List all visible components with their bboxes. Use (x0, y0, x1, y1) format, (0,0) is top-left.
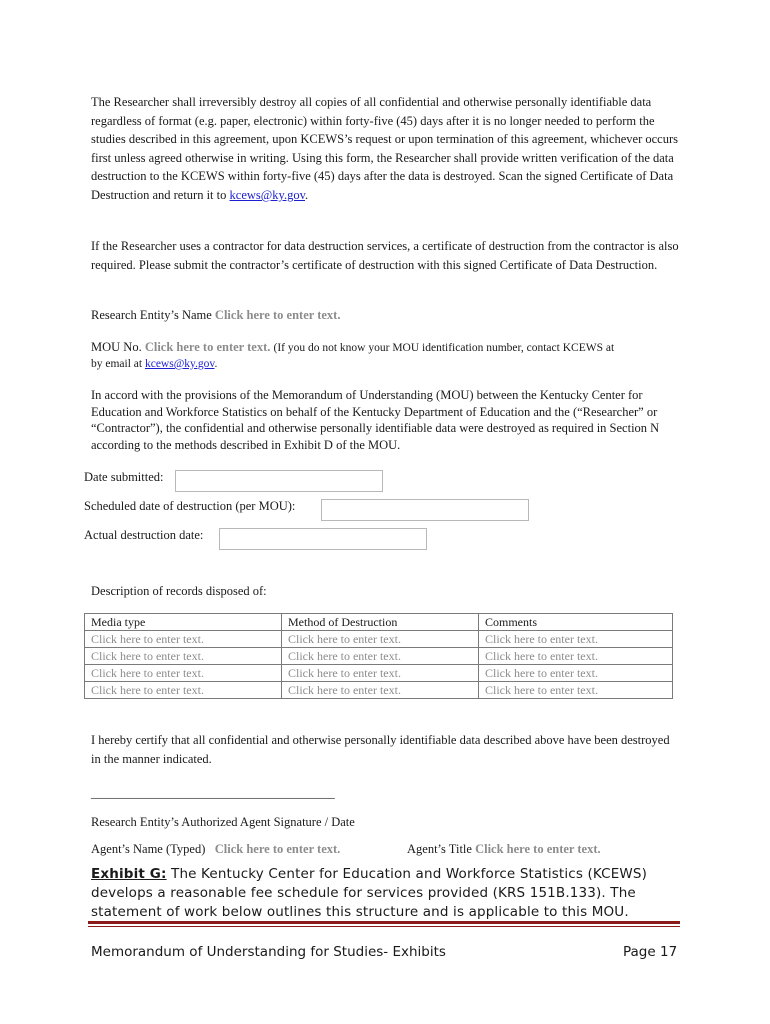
kcews-email-link-2[interactable]: kcews@ky.gov (144, 358, 215, 370)
records-heading: Description of records disposed of: (91, 584, 267, 598)
media-type-cell[interactable]: Click here to enter text. (85, 648, 282, 665)
media-type-cell[interactable]: Click here to enter text. (85, 682, 282, 699)
kcews-email-link[interactable]: kcews@ky.gov (229, 187, 306, 202)
footer-title: Memorandum of Understanding for Studies- Exhibits (91, 944, 446, 960)
method-cell[interactable]: Click here to enter text. (282, 648, 479, 665)
agent-title-input[interactable]: Click here to enter text. (475, 842, 601, 856)
comments-header: Comments (479, 614, 673, 631)
scheduled-destruction-label: Scheduled date of destruction (per MOU): (84, 499, 296, 513)
mou-number-input[interactable]: Click here to enter text. (144, 340, 271, 354)
footer-divider (88, 921, 680, 924)
scheduled-destruction-input[interactable] (321, 499, 529, 521)
method-header: Method of Destruction (282, 614, 479, 631)
agent-row (91, 840, 681, 859)
actual-destruction-label: Actual destruction date: (84, 528, 204, 542)
mou-note-line-2: by email at kcews@ky.gov. (91, 358, 218, 370)
method-cell[interactable]: Click here to enter text. (282, 665, 479, 682)
table-row (85, 665, 673, 682)
signature-caption: Research Entity’s Authorized Agent Signature / Date (91, 815, 355, 829)
media-type-cell[interactable]: Click here to enter text. (85, 665, 282, 682)
records-table (84, 613, 673, 699)
date-submitted-label: Date submitted: (84, 470, 164, 484)
footer-divider-thin (88, 926, 680, 927)
exhibit-g-label: Exhibit G: (91, 866, 167, 882)
actual-destruction-input[interactable] (219, 528, 427, 550)
accord-paragraph: In accord with the provisions of the Memorandum of Understanding (MOU) between the Kentucky Center for Education and Workforce Statistics on behalf of the Kentucky Department of Education and the (“Researcher” or “Contractor”), the confidential and otherwise personally identifiable data were destroyed as required in Section N according to the methods described in Exhibit D of the MOU. (91, 388, 660, 452)
comments-cell[interactable]: Click here to enter text. (479, 631, 673, 648)
contractor-paragraph: If the Researcher uses a contractor for data destruction services, a certificate of destruction from the contractor is also required. Please submit the contractor’s certificate of destruction with this signed Certificate of Data Destruction. (91, 239, 679, 272)
comments-cell[interactable]: Click here to enter text. (479, 665, 673, 682)
certification-paragraph: I hereby certify that all confidential and otherwise personally identifiable data described above have been destroyed in the manner indicated. (91, 733, 670, 766)
agent-name-input[interactable]: Click here to enter text. (214, 842, 341, 856)
mou-row: MOU No. Click here to enter text. (If you do not know your MOU identification number, contact KCEWS at (91, 340, 615, 354)
agent-title-label: Agent’s Title (407, 842, 472, 856)
comments-cell[interactable]: Click here to enter text. (479, 648, 673, 665)
agent-name-label: Agent’s Name (Typed) (91, 842, 206, 856)
table-row (85, 631, 673, 648)
table-row (85, 648, 673, 665)
exhibit-g-paragraph: Exhibit G: The Kentucky Center for Education and Workforce Statistics (KCEWS) develops a reasonable fee schedule for services provided (KRS 151B.133). The statement of work below outlines this structure and is applicable to this MOU. (91, 866, 648, 920)
page-number: Page 17 (623, 944, 678, 960)
entity-name-input[interactable]: Click here to enter text. (214, 308, 341, 322)
date-submitted-input[interactable] (175, 470, 383, 492)
method-cell[interactable]: Click here to enter text. (282, 631, 479, 648)
comments-cell[interactable]: Click here to enter text. (479, 682, 673, 699)
destruction-requirement-paragraph: The Researcher shall irreversibly destroy all copies of all confidential and otherwise personally identifiable data regardless of format (e.g. paper, electronic) within forty-five (45) days after it is no longer needed to perform the studies described in this agreement, upon KCEWS’s request or upon termination of this agreement, whichever occurs first unless agreed otherwise in writing. Using this form, the Researcher shall provide written verification of the data destruction to the KCEWS within forty-five (45) days after the data is destroyed. Scan the signed Certificate of Data Destruction and return it to kcews@ky.gov. (91, 95, 678, 202)
entity-name-row: Research Entity’s Name Click here to enter text. (91, 308, 341, 322)
method-cell[interactable]: Click here to enter text. (282, 682, 479, 699)
table-header-row (85, 614, 673, 631)
table-row (85, 682, 673, 699)
media-type-cell[interactable]: Click here to enter text. (85, 631, 282, 648)
media-type-header: Media type (85, 614, 282, 631)
signature-line[interactable]: _______________________________________ (91, 786, 335, 800)
